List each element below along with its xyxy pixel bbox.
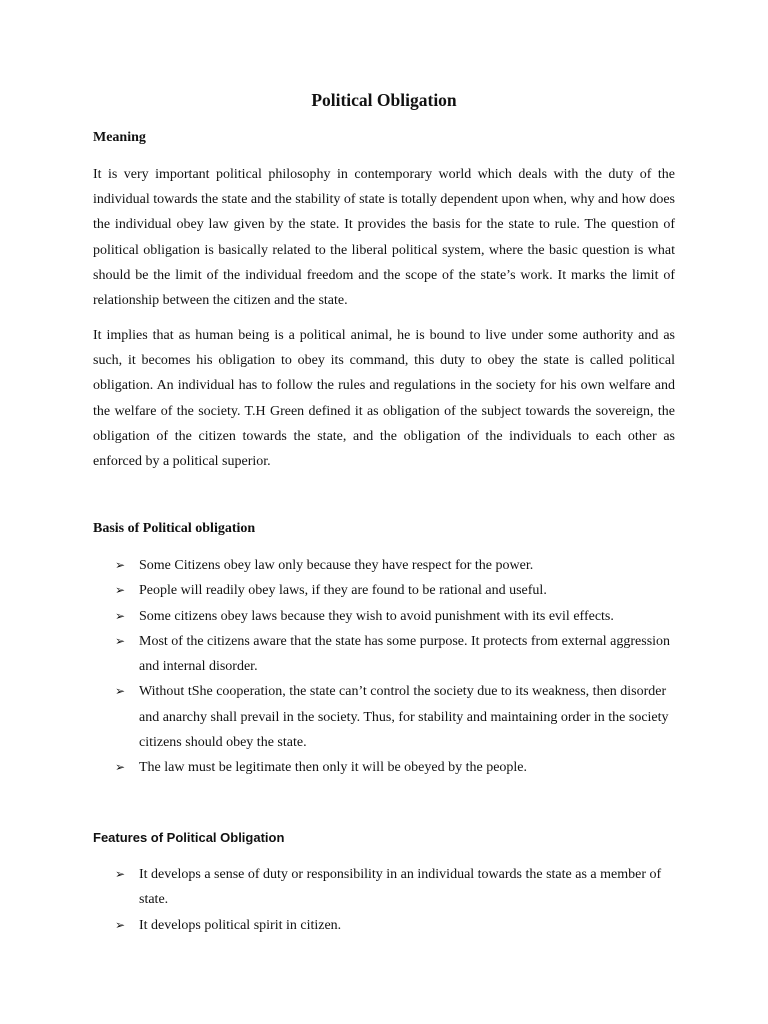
list-item xyxy=(93,862,675,913)
list-item xyxy=(93,755,675,780)
arrowhead-bullet-icon: ➢ xyxy=(115,917,126,932)
meaning-paragraph-1: It is very important political philosophy in contemporary world which deals with the duty of the individual towards the state and the stability of state is totally dependent upon when, why and how does the individual obey law given by the state. It provides the basis for the state to rule. The question of political obligation is basically related to the liberal political system, where the basic question is what should be the limit of the individual freedom and the scope of the state’s work. It marks the limit of relationship between the citizen and the state. xyxy=(93,167,675,309)
section-heading-meaning: Meaning xyxy=(93,130,146,145)
basis-list xyxy=(93,553,675,781)
arrowhead-bullet-icon: ➢ xyxy=(115,633,126,648)
list-item-text: The law must be legitimate then only it will be obeyed by the people. xyxy=(139,760,528,776)
arrowhead-bullet-icon: ➢ xyxy=(115,760,126,775)
list-item-text: Some citizens obey laws because they wish to avoid punishment with its evil effects. xyxy=(139,608,614,624)
list-item-text: People will readily obey laws, if they are found to be rational and useful. xyxy=(139,583,547,599)
arrowhead-bullet-icon: ➢ xyxy=(115,558,126,572)
list-item xyxy=(93,679,675,755)
list-item xyxy=(93,629,675,680)
list-item xyxy=(93,578,675,603)
list-item xyxy=(93,913,675,938)
list-item-text: Most of the citizens aware that the state has some purpose. It protects from external aggression and internal disorder. xyxy=(139,633,671,675)
list-item-text: Some Citizens obey law only because they have respect for the power. xyxy=(139,558,534,573)
list-item-text: It develops political spirit in citizen. xyxy=(139,917,342,933)
arrowhead-bullet-icon: ➢ xyxy=(115,684,126,699)
arrowhead-bullet-icon: ➢ xyxy=(115,583,126,598)
features-list xyxy=(93,862,675,938)
arrowhead-bullet-icon: ➢ xyxy=(115,867,126,881)
list-item xyxy=(93,553,675,578)
section-heading-basis: Basis of Political obligation xyxy=(93,521,256,536)
meaning-paragraph-2: It implies that as human being is a political animal, he is bound to live under some authority and as such, it becomes his obligation to obey its command, this duty to obey the state is called political obligation. An individual has to follow the rules and regulations in the society for his own welfare and the welfare of the society. T.H Green defined it as obligation of the subject towards the sovereign, the obligation of the citizen towards the state, and the obligation of the individuals to each other as enforced by a political superior. xyxy=(93,328,675,470)
section-heading-features: Features of Political Obligation xyxy=(93,830,285,845)
list-item xyxy=(93,604,675,629)
arrowhead-bullet-icon: ➢ xyxy=(115,608,126,623)
document-title: Political Obligation xyxy=(311,90,457,110)
list-item-text: It develops a sense of duty or responsibility in an individual towards the state as a member of state. xyxy=(139,867,662,908)
list-item-text: Without tShe cooperation, the state can’t control the society due to its weakness, then disorder and anarchy shall prevail in the society. Thus, for stability and maintaining order in the society citizens should obey the state. xyxy=(139,684,669,751)
